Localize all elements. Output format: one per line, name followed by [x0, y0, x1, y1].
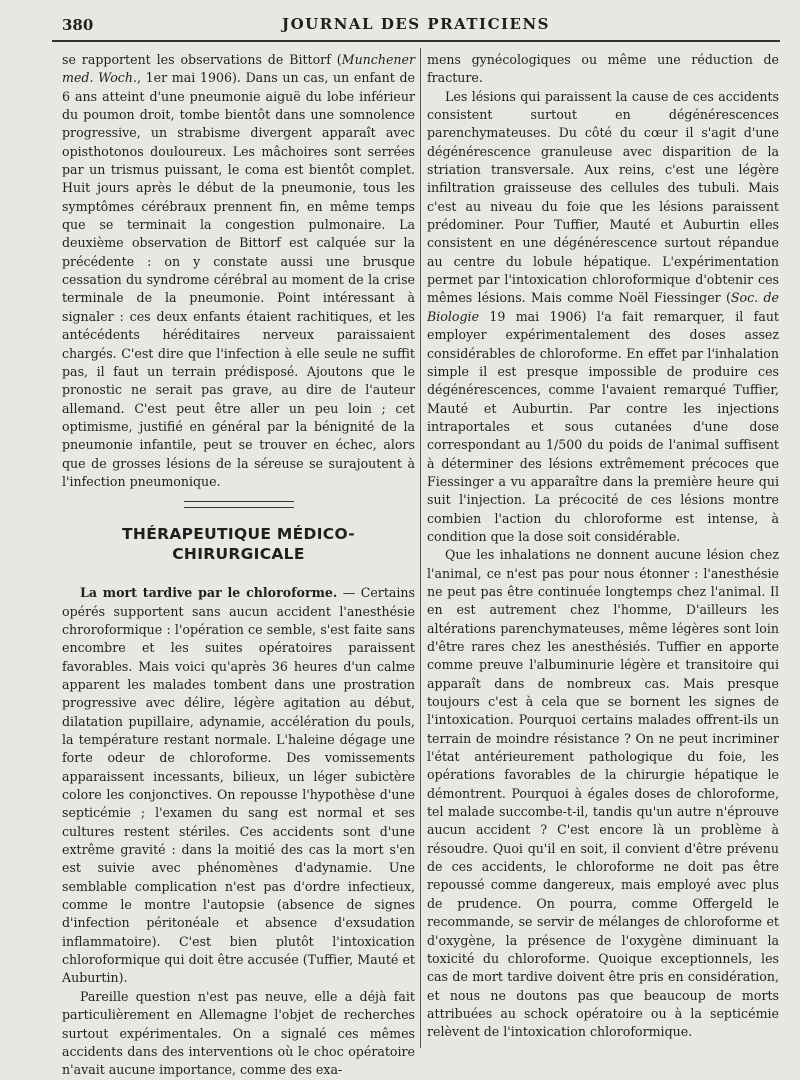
- page-number: 380: [62, 16, 94, 34]
- section-title: THÉRAPEUTIQUE MÉDICO-CHIRURGICALE: [122, 525, 355, 564]
- page-header: [52, 14, 780, 42]
- right-column: [427, 51, 779, 1051]
- citation: Soc. de Biologie: [427, 290, 779, 324]
- section-divider-ornament: [184, 501, 294, 508]
- paragraph-text: — Certains opérés supportent sans aucun accident l'anesthésie chroroformique : l'opération ce semble, s'est faite sans encombre et les suites opératoires paraissent favorables. Mais voici qu'après 36 heures d'un calme apparent les malades tombent dans une prostration progressive avec délire, légère agitation au début, dilatation pupillaire, adynamie, accélération du pouls, la température restant normale. L'haleine dégage une forte odeur de chloroforme. Des vomissements apparaissent incessants, bilieux, un léger subictère colore les conjonctives. On repousse l'hypothèse d'une septicémie ; l'examen du sang est normal et ses cultures restent stériles. Ces accidents sont d'une extrême gravité : dans la moitié des cas la mort s'en est suivie avec phénomènes d'adynamie. Une semblable complication n'est pas d'ordre infectieux, comme le montre l'autopsie (absence de signes d'infection péritonéale et absence d'exsudation inflammatoire). C'est bien plutôt l'intoxication chloroformique qui doit être accusée (Tuffier, Mauté et Auburtin).: [62, 585, 415, 986]
- paragraph-continuation: mens gynécologiques ou même une réduction de fracture.: [427, 52, 779, 86]
- column-divider: [420, 48, 421, 1048]
- journal-title: JOURNAL DES PRATICIENS: [282, 15, 550, 33]
- paragraph-text: , 1er mai 1906). Dans un cas, un enfant de 6 ans atteint d'une pneumonie aiguë du lobe inférieur du poumon droit, tombe bientôt dans une somnolence progressive, un strabisme divergent apparaît avec opisthotonos douloureux. Les mâchoires sont serrées par un trismus puissant, le coma est bientôt complet. Huit jours après le début de la pneumonie, tous les symptômes cérébraux prennent fin, en même temps que se terminait la congestion pulmonaire. La deuxième observation de Bittorf est calquée sur la précédente : on y constate aussi une brusque cessation du syndrome cérébral au moment de la crise terminale de la pneumonie. Point intéressant à signaler : ces deux enfants étaient rachitiques, et les antécédents héréditaires nerveux paraissaient chargés. C'est dire que l'infection à elle seule ne suffit pas, il faut un terrain prédisposé. Ajoutons que le pronostic ne serait pas grave, au dire de l'auteur allemand. C'est peut être aller un peu loin ; cet optimisme, justifié en général par la bénignité de la pneumonie infantile, peut se trouver en échec, alors que de grosses lésions de la séreuse se surajoutent à l'infection pneumonique.: [62, 70, 415, 489]
- article-title: La mort tardive par le chloroforme.: [80, 585, 338, 601]
- paragraph-text: se rapportent les observations de Bittorf (: [62, 52, 342, 67]
- paragraph-question: Pareille question n'est pas neuve, elle a déjà fait particulièrement en Allemagne l'objet de recherches surtout expérimentales. On a signalé ces mêmes accidents dans des interventions où le choc opératoire n'avait aucune importance, comme des exa-: [62, 988, 415, 1078]
- left-column: [62, 51, 415, 1078]
- paragraph-text: 19 mai 1906) l'a fait remarquer, il faut employer expérimentalement des doses assez considérables de chloroforme. En effet par l'inhalation simple il est presque impossible de produire ces dégénérescences, comme l'avaient remarqué Tuffier, Mauté et Auburtin. Par contre les injections intraportales et sous cutanées d'une dose correspondant au 1/500 du poids de l'animal suffisent à déterminer des lésions extrêmement précoces que Fiessinger a vu apparaître dans la première heure qui suit l'injection. La précocité de ces lésions montre combien l'action du chloroforme est intense, à condition que la dose soit considérable.: [427, 308, 779, 544]
- paragraph-lesions: [427, 88, 779, 547]
- citation: Munchener med. Woch.: [62, 52, 415, 86]
- paragraph-text: Les lésions qui paraissent la cause de ces accidents consistent surtout en dégénérescences parenchymateuses. Du côté du cœur il s'agit d'une dégénérescence granuleuse avec disparition de la striation transversale. Aux reins, c'est une légère infiltration graisseuse des cellules des tubuli. Mais c'est au niveau du foie que les lésions paraissent prédominer. Pour Tuffier, Mauté et Auburtin elles consistent en une dégénérescence surtout répandue au centre du lobule hépatique. L'expérimentation permet par l'intoxication chloroformique d'obtenir ces mêmes lésions. Mais comme Noël Fiessinger (: [427, 88, 779, 306]
- article-intro: [62, 584, 415, 988]
- paragraph-inhalations: Que les inhalations ne donnent aucune lésion chez l'animal, ce n'est pas pour nous étonner : l'anesthésie ne peut pas être continuée longtemps chez l'animal. Il en est autrement chez l'homme, D'ailleurs les altérations parenchymateuses, même légères sont loin d'être rares chez les anesthésiés. Tuffier en apporte comme preuve l'albuminurie légère et transitoire qui apparaît dans de nombreux cas. Mais presque toujours c'est à cela que se bornent les signes de l'intoxication. Pourquoi certains malades offrent-ils un terrain de moindre résistance ? On ne peut incriminer l'état antérieurement pathologique du foie, les opérations favorables de la chirurgie hépatique le démontrent. Pourquoi à égales doses de chloroforme, tel malade succombe-t-il, tandis qu'un autre n'éprouve aucun accident ? C'est encore là un problème à résoudre. Quoi qu'il en soit, il convient d'être prévenu de ces accidents, le chloroforme ne doit pas être repoussé comme dangereux, mais employé avec plus de prudence. On pourra, comme Offergeld le recommande, se servir de mélanges de chloroforme et d'oxygène, la présence de l'oxygène diminuant la toxicité du chloroforme. Quoique exceptionnels, les cas de mort tardive doivent être pris en considération, et nous ne doutons pas que beaucoup de morts attribuées au schock opératoire ou à la septicémie relèvent de l'intoxication chloroformique.: [427, 547, 779, 1040]
- paragraph-bittorf: [62, 51, 415, 491]
